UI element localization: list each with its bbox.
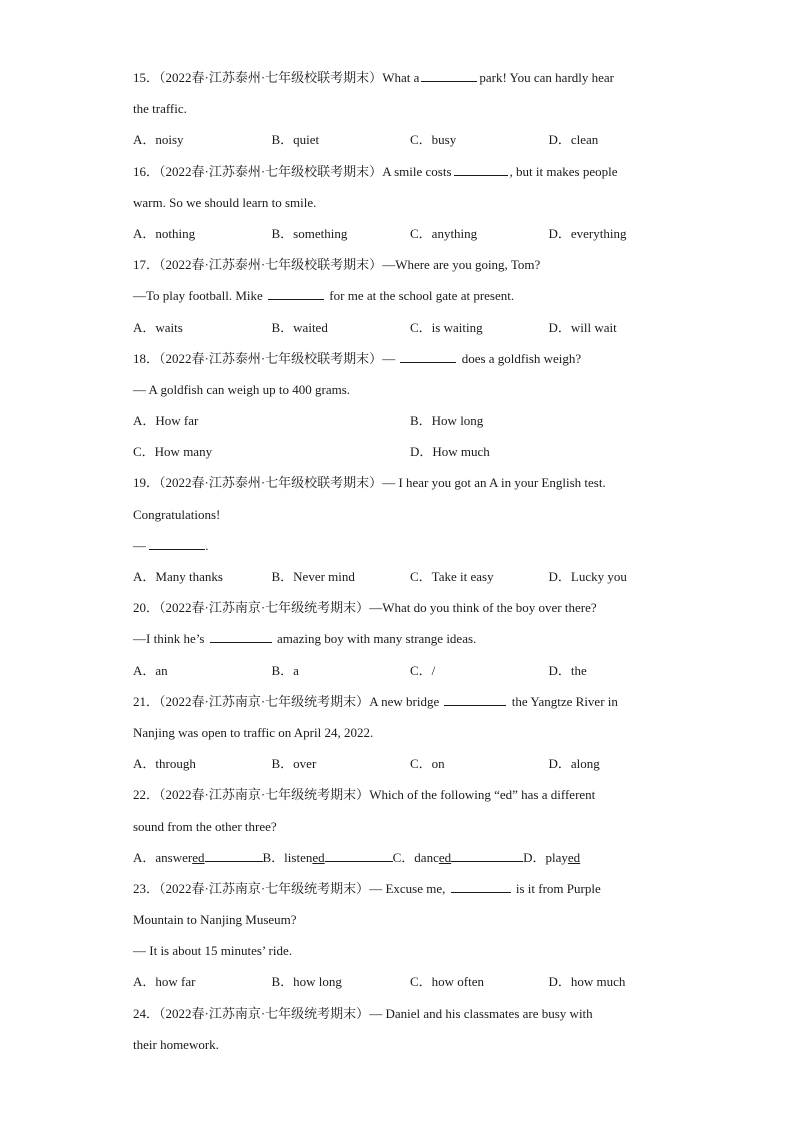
option-c[interactable]: C．busy bbox=[410, 132, 457, 148]
option-a[interactable]: A．answered bbox=[133, 849, 205, 865]
question-20: 20．（2022春·江苏南京·七年级统考期末）—What do you think of the boy over there? bbox=[133, 600, 597, 616]
option-b[interactable]: B．waited bbox=[271, 319, 328, 335]
option-b[interactable]: B．quiet bbox=[271, 132, 320, 148]
options-16 bbox=[133, 218, 663, 249]
option-c[interactable]: C．on bbox=[410, 756, 445, 772]
option-d[interactable]: D．will wait bbox=[548, 319, 617, 335]
option-b[interactable]: B．How long bbox=[410, 413, 484, 429]
options-20 bbox=[133, 655, 663, 686]
option-b[interactable]: B．Never mind bbox=[271, 569, 355, 584]
answer-blank bbox=[268, 287, 324, 300]
option-a[interactable]: A．how far bbox=[133, 974, 196, 990]
question-16: 16．（2022春·江苏泰州·七年级校联考期末）A smile costs , but it makes people bbox=[133, 163, 618, 179]
question-19: 19．（2022春·江苏泰州·七年级校联考期末）— I hear you got an A in your English test. bbox=[133, 475, 606, 491]
option-c[interactable]: C．anything bbox=[410, 225, 478, 241]
options-23 bbox=[133, 966, 663, 997]
option-d[interactable]: D．everything bbox=[548, 225, 627, 241]
option-c[interactable]: C．/ bbox=[410, 662, 436, 678]
answer-blank bbox=[421, 69, 477, 82]
option-a[interactable]: A．an bbox=[133, 662, 168, 678]
option-a[interactable]: A．noisy bbox=[133, 132, 184, 148]
option-b[interactable]: B．listened bbox=[262, 849, 325, 865]
option-d[interactable]: D．Lucky you bbox=[548, 569, 627, 584]
option-b[interactable]: B．over bbox=[271, 756, 317, 772]
option-d[interactable]: D．along bbox=[548, 756, 600, 772]
options-21 bbox=[133, 748, 663, 779]
option-b[interactable]: B．something bbox=[271, 225, 348, 241]
option-b[interactable]: B．how long bbox=[271, 974, 342, 990]
option-d[interactable]: D．How much bbox=[410, 444, 490, 460]
answer-blank bbox=[444, 693, 506, 706]
option-d[interactable]: D．how much bbox=[548, 974, 626, 990]
option-c[interactable]: C．How many bbox=[133, 444, 213, 460]
option-d[interactable]: D．the bbox=[548, 662, 587, 678]
question-24: 24．（2022春·江苏南京·七年级统考期末）— Daniel and his classmates are busy with bbox=[133, 1005, 593, 1021]
answer-blank bbox=[210, 630, 272, 643]
options-17 bbox=[133, 312, 663, 343]
options-19 bbox=[133, 561, 663, 592]
option-a[interactable]: A．Many thanks bbox=[133, 569, 223, 584]
question-15: 15．（2022春·江苏泰州·七年级校联考期末）What a park! You can hardly hear bbox=[133, 70, 615, 85]
question-22: 22．（2022春·江苏南京·七年级统考期末）Which of the following “ed” has a different bbox=[133, 787, 596, 803]
option-a[interactable]: A．How far bbox=[133, 413, 199, 429]
answer-blank bbox=[149, 537, 205, 550]
option-b[interactable]: B．a bbox=[271, 662, 299, 678]
options-18-row1 bbox=[133, 405, 663, 436]
option-c[interactable]: C．Take it easy bbox=[410, 569, 494, 584]
answer-blank bbox=[451, 880, 511, 893]
question-list: 15．（2022春·江苏泰州·七年级校联考期末）What a park! You can hardly hear the traffic. A．noisy B．quiet C．busy D．clean 16．（2022春·江苏泰州·七年级校联考期末）A smile costs , but it makes people warm. So we should learn to smile. A．nothing B．something C．anything D．everything 17．（2022春·江苏泰州·七年级校联考期末）—Where are you going, Tom? —To play football. Mike for me at the school gate at present. A．waits B．waited C．is waiting D．will wait 18．（2022春·江苏泰州·七年级校联考期末）— does a goldfish weigh? — A goldfish can weigh up to 400 grams. A．How far B．How long C．How many D．How much 19．（2022春·江苏泰州·七年级校联考期末）— I hear you got an A in your English test. Congratulations! — . A．Many thanks B．Never mind C．Take it easy D．Lucky you 20．（2022春·江苏南京·七年级统考期末）—What do you think of the boy over there? —I think he’s amazing boy with many strange ideas. A．an B．a C．/ D．the 21．（2022春·江苏南京·七年级统考期末）A new bridge the Yangtze River in Nanjing was open to traffic on April 24, 2022. A．through B．over C．on D．along 22．（2022春·江苏南京·七年级统考期末）Which of the following “ed” has a different sound from the other three? A．answered B．listened C．danced D．played 23．（2022春·江苏南京·七年级统考期末）— Excuse me, is it from Purple Mountain to Nanjing Museum? — It is about 15 minutes’ ride. A．how far B．how long C．how often D．how much 24．（2022春·江苏南京·七年级统考期末）— Daniel and his classmates are busy with their homework. bbox=[133, 62, 663, 1060]
options-18-row2 bbox=[133, 436, 663, 467]
option-c[interactable]: C．is waiting bbox=[410, 319, 483, 335]
option-d[interactable]: D．clean bbox=[548, 132, 599, 148]
answer-blank bbox=[400, 350, 456, 363]
option-a[interactable]: A．nothing bbox=[133, 225, 196, 241]
question-18: 18．（2022春·江苏泰州·七年级校联考期末）— does a goldfish weigh? bbox=[133, 350, 582, 366]
option-a[interactable]: A．through bbox=[133, 756, 196, 772]
option-a[interactable]: A．waits bbox=[133, 319, 183, 335]
question-23: 23．（2022春·江苏南京·七年级统考期末）— Excuse me, is it from Purple bbox=[133, 880, 601, 896]
option-c[interactable]: C．how often bbox=[410, 974, 485, 990]
option-d[interactable]: D．played bbox=[523, 849, 581, 865]
answer-blank bbox=[454, 163, 508, 176]
options-22 bbox=[133, 842, 663, 873]
options-15 bbox=[133, 124, 663, 155]
option-c[interactable]: C．danced bbox=[392, 849, 452, 865]
question-21: 21．（2022春·江苏南京·七年级统考期末）A new bridge the Yangtze River in bbox=[133, 693, 618, 709]
question-17: 17．（2022春·江苏泰州·七年级校联考期末）—Where are you going, Tom? bbox=[133, 257, 541, 273]
